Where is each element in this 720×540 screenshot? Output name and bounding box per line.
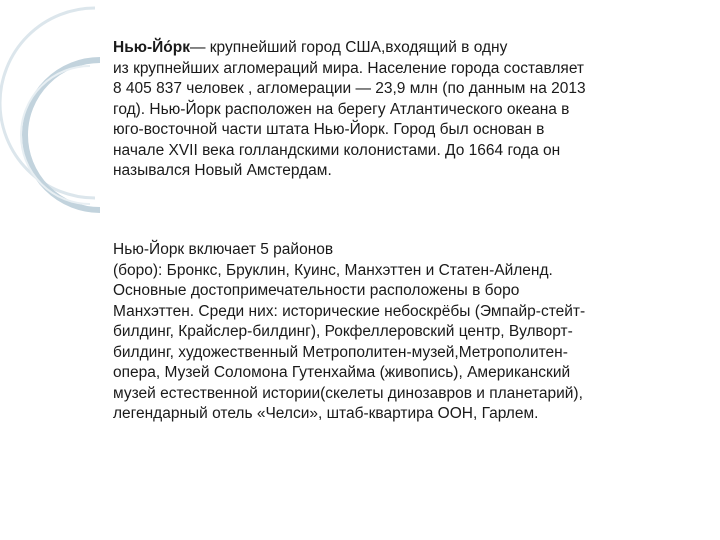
inner-ring-highlight xyxy=(21,66,90,204)
outer-ring-arc xyxy=(0,8,95,198)
paragraph-new-york-intro xyxy=(113,38,673,182)
paragraph-intro-body: — крупнейший город США,входящий в одну из крупнейших агломераций мира. Население города составляет 8 405 837 человек , агломерации — 23,9 млн (по данным на 2013 год). Нью-Йорк расположен на берегу Атлантического океана в юго-восточной части штата Нью-Йорк. Город был основан в начале XVII века голландскими колонистами. До 1664 года он назывался Новый Амстердам. xyxy=(113,39,586,179)
decorative-rings xyxy=(0,0,120,540)
inner-ring-arc xyxy=(25,60,100,210)
paragraph-lead-term: Нью-Йо́рк xyxy=(113,39,190,56)
paragraph-boroughs-landmarks: Нью-Йорк включает 5 районов (боро): Бронкс, Бруклин, Куинс, Манхэттен и Статен-Айленд. Основные достопримечательности расположены в боро Манхэттен. Среди них: исторические небоскрёбы (Эмпайр-стейт- билдинг, Крайслер-билдинг), Рокфеллеровский центр, Вулворт- билдинг, художественный Метрополитен-музей,Метрополитен- опера, Музей Соломона Гутенхайма (живопись), Американский музей естественной истории(скелеты динозавров и планетарий), легендарный отель «Челси», штаб-квартира ООН, Гарлем. xyxy=(113,241,586,422)
